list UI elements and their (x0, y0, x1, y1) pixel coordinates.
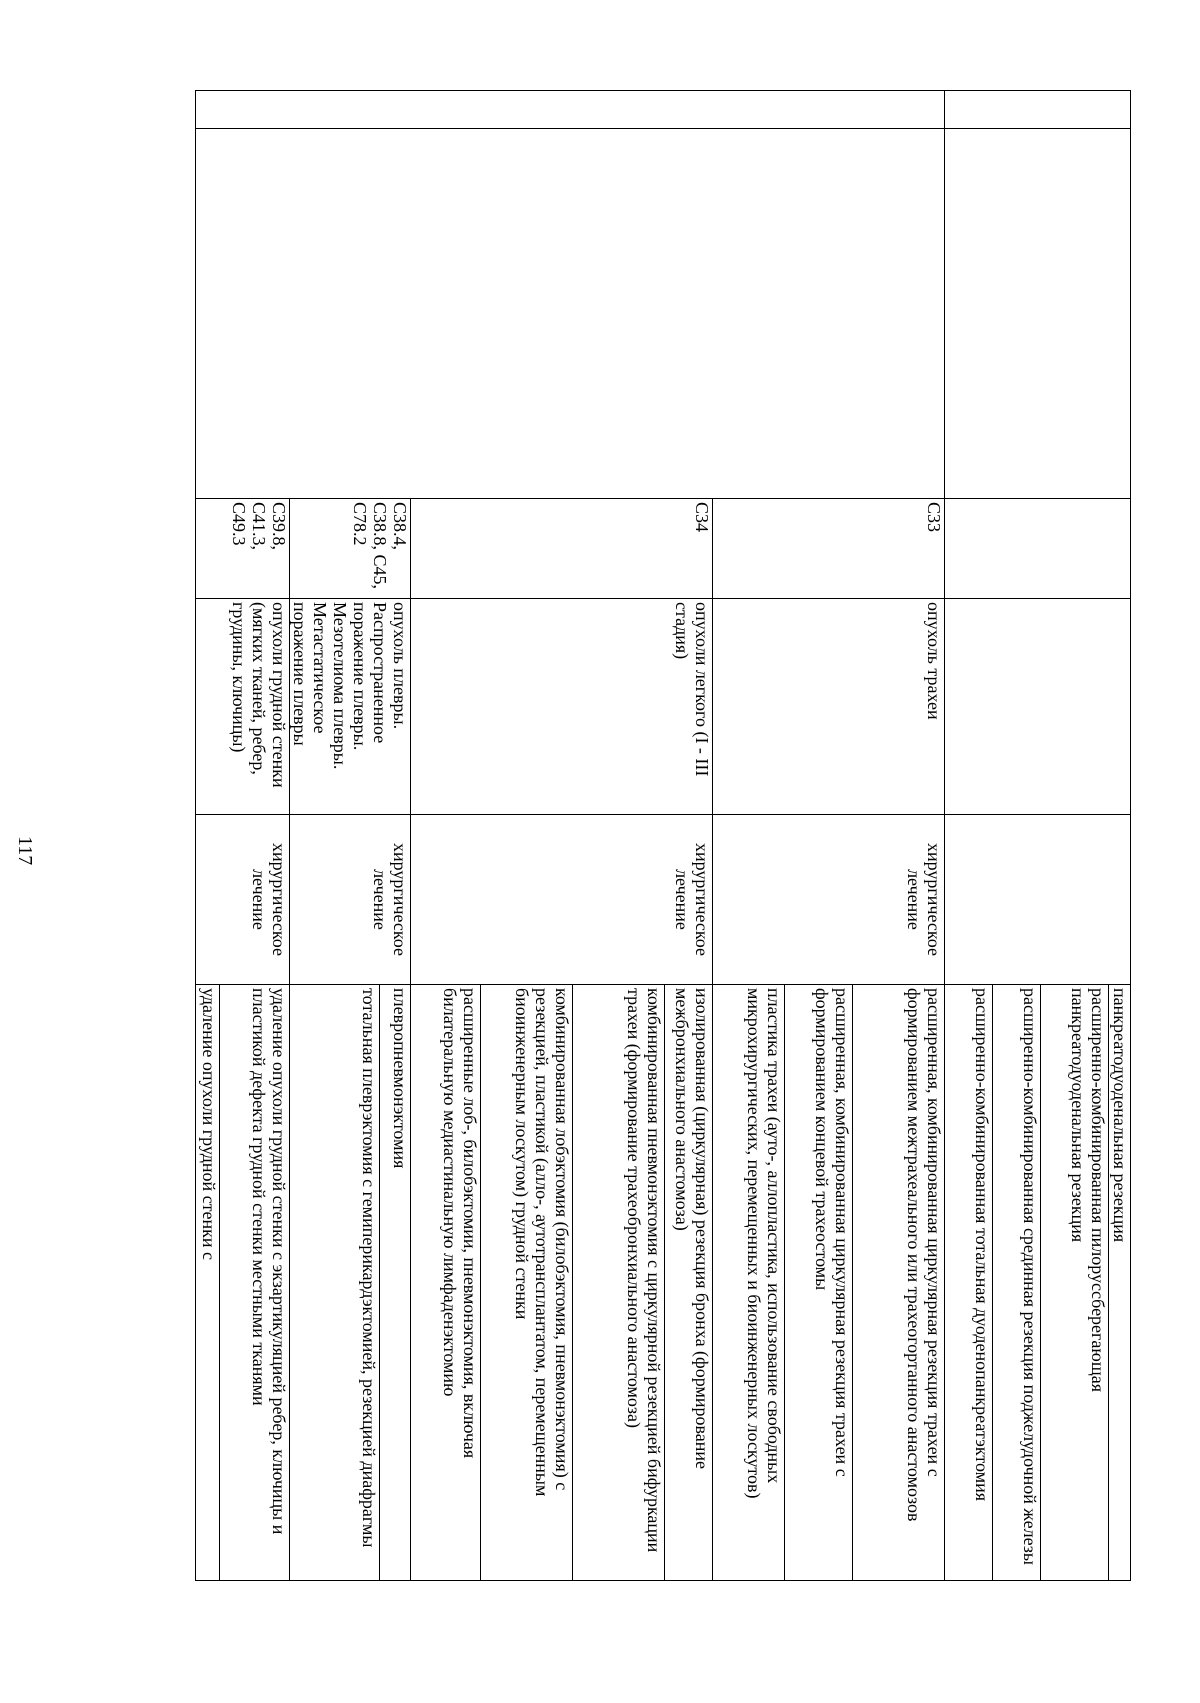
number-cell (196, 91, 945, 129)
treatment-cell: хирургическое лечение (290, 815, 411, 985)
method-cell: комбинированная пневмонэктомия с циркулярной резекцией бифуркации трахеи (формирование трахеобронхиального анастомоза) (573, 985, 665, 1581)
treatment-cell: хирургическое лечение (713, 815, 945, 985)
diagnosis-cell: опухоль плевры. Распространенное поражение плевры. Мезотелиома плевры. Метастатическое поражение плевры (290, 599, 411, 815)
method-cell: расширенно-комбинированная тотальная дуоденопанкреатэктомия (945, 985, 993, 1581)
treatment-cell (945, 815, 1131, 985)
page-number: 117 (14, 836, 36, 866)
profile-cell (196, 129, 945, 499)
diagnosis-cell: опухоли легкого (I - III стадия) (411, 599, 713, 815)
rotated-table-sheet (199, 90, 1131, 1580)
treatment-table (195, 90, 1131, 1581)
code-cell: C39.8, C41.3, C49.3 (196, 499, 290, 599)
method-cell: удаление опухоли грудной стенки с экзартикуляцией ребер, ключицы и пластикой дефекта грудной стенки местными тканями (220, 985, 290, 1581)
method-cell: расширенно-комбинированная пилоруссберегающая панкреатодуоденальная резекция (1041, 985, 1109, 1581)
method-cell: панкреатодуоденальная резекция (1109, 985, 1131, 1581)
method-cell: плевропневмонэктомия (380, 985, 411, 1581)
code-cell (945, 499, 1131, 599)
treatment-cell: хирургическое лечение (196, 815, 290, 985)
code-cell: C38.4, C38.8, C45, C78.2 (290, 499, 411, 599)
method-cell: удаление опухоли грудной стенки с (196, 985, 220, 1581)
table-row (853, 91, 945, 1581)
diagnosis-cell: опухоли грудной стенки (мягких тканей, ребер, грудины, ключицы) (196, 599, 290, 815)
number-cell (945, 91, 1131, 129)
diagnosis-cell: опухоль трахеи (713, 599, 945, 815)
profile-cell (945, 129, 1131, 499)
code-cell: C34 (411, 499, 713, 599)
method-cell: расширенная, комбинированная циркулярная резекция трахеи с формированием межтрахеального или трахеогортанного анастомозов (853, 985, 945, 1581)
table-row (1109, 91, 1131, 1581)
method-cell: комбинированная лобэктомия (билобэктомия, пневмонэктомия) с резекцией, пластикой (алло-, аутотрансплантатом, перемещенным биоинженерным лоскутом) грудной стенки (481, 985, 573, 1581)
method-cell: расширенно-комбинированная срединная резекция поджелудочной железы (993, 985, 1041, 1581)
method-cell: расширенные лоб-, билобэктомии, пневмонэктомия, включая билатеральную медиастинальную лимфаденэктомию (411, 985, 481, 1581)
method-cell: расширенная, комбинированная циркулярная резекция трахеи с формированием концевой трахеостомы (785, 985, 853, 1581)
method-cell: тотальная плеврэктомия с гемиперикардэктомией, резекцией диафрагмы (290, 985, 380, 1581)
method-cell: изолированная (циркулярная) резекция бронха (формирование межбронхиального анастомоза) (665, 985, 713, 1581)
code-cell: C33 (713, 499, 945, 599)
treatment-cell: хирургическое лечение (411, 815, 713, 985)
diagnosis-cell (945, 599, 1131, 815)
method-cell: пластика трахеи (ауто-, аллопластика, использование свободных микрохирургических, перемещенных и биоинженерных лоскутов) (713, 985, 785, 1581)
